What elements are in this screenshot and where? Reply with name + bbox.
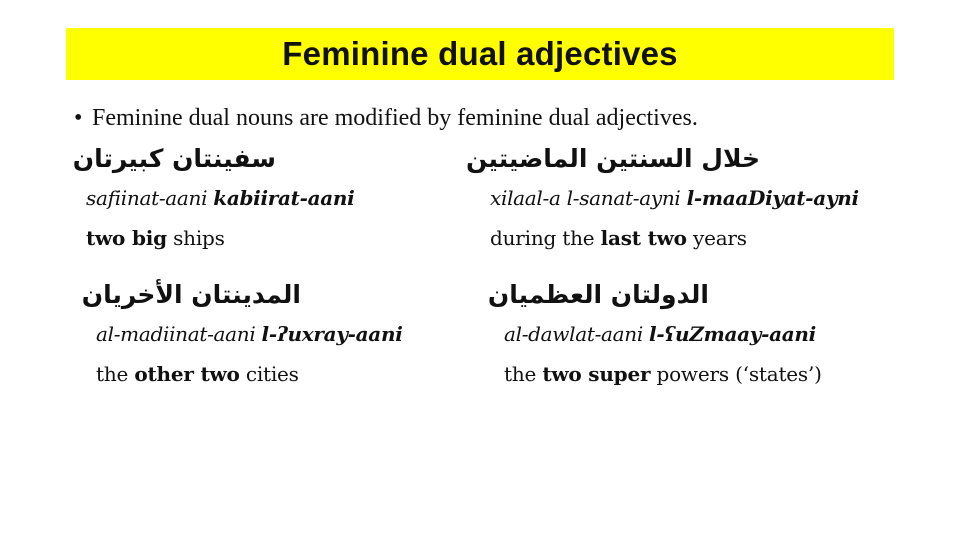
gloss-text: the (504, 362, 543, 386)
example-2 (466, 142, 930, 252)
english-gloss (504, 360, 904, 388)
bullet-text: Feminine dual nouns are modified by feminine dual adjectives. (92, 105, 698, 131)
bullet-mark: • (74, 105, 83, 131)
gloss-text: cities (239, 362, 299, 386)
example-1 (72, 142, 446, 252)
transliteration-adjective: kabiirat-aani (213, 186, 355, 210)
gloss-text: powers (‘states’) (650, 362, 822, 386)
transliteration-noun: al-madiinat-aani (96, 322, 262, 346)
transliteration (504, 320, 904, 348)
transliteration (96, 320, 476, 348)
gloss-bold: last two (600, 226, 687, 250)
slide-title: Feminine dual adjectives (282, 35, 678, 72)
gloss-text: during the (490, 226, 601, 250)
bullet-point (74, 105, 698, 132)
arabic-phrase: خلال السنتين الماضيتين (466, 144, 760, 173)
transliteration-adjective: l-maaDiyat-ayni (686, 186, 859, 210)
example-4 (487, 278, 904, 388)
transliteration-adjective: l-ʔuxray-aani (261, 322, 403, 346)
transliteration-noun: xilaal-a l-sanat-ayni (490, 186, 687, 210)
gloss-bold: two super (542, 362, 651, 386)
transliteration-adjective: l-ʕuZmaay-aani (649, 322, 816, 346)
gloss-bold: two big (86, 226, 167, 250)
arabic-phrase: المدينتان الأخريان (81, 280, 301, 309)
english-gloss (86, 224, 446, 252)
transliteration-noun: al-dawlat-aani (504, 322, 650, 346)
english-gloss (490, 224, 930, 252)
gloss-bold: other two (134, 362, 240, 386)
transliteration (86, 184, 446, 212)
gloss-text: the (96, 362, 135, 386)
transliteration (490, 184, 930, 212)
english-gloss (96, 360, 476, 388)
example-3 (81, 278, 476, 388)
title-banner (66, 28, 894, 80)
gloss-text: ships (166, 226, 225, 250)
arabic-phrase: الدولتان العظميان (487, 280, 709, 309)
transliteration-noun: safiinat-aani (86, 186, 214, 210)
gloss-text: years (686, 226, 747, 250)
arabic-phrase: سفينتان كبيرتان (72, 144, 276, 173)
